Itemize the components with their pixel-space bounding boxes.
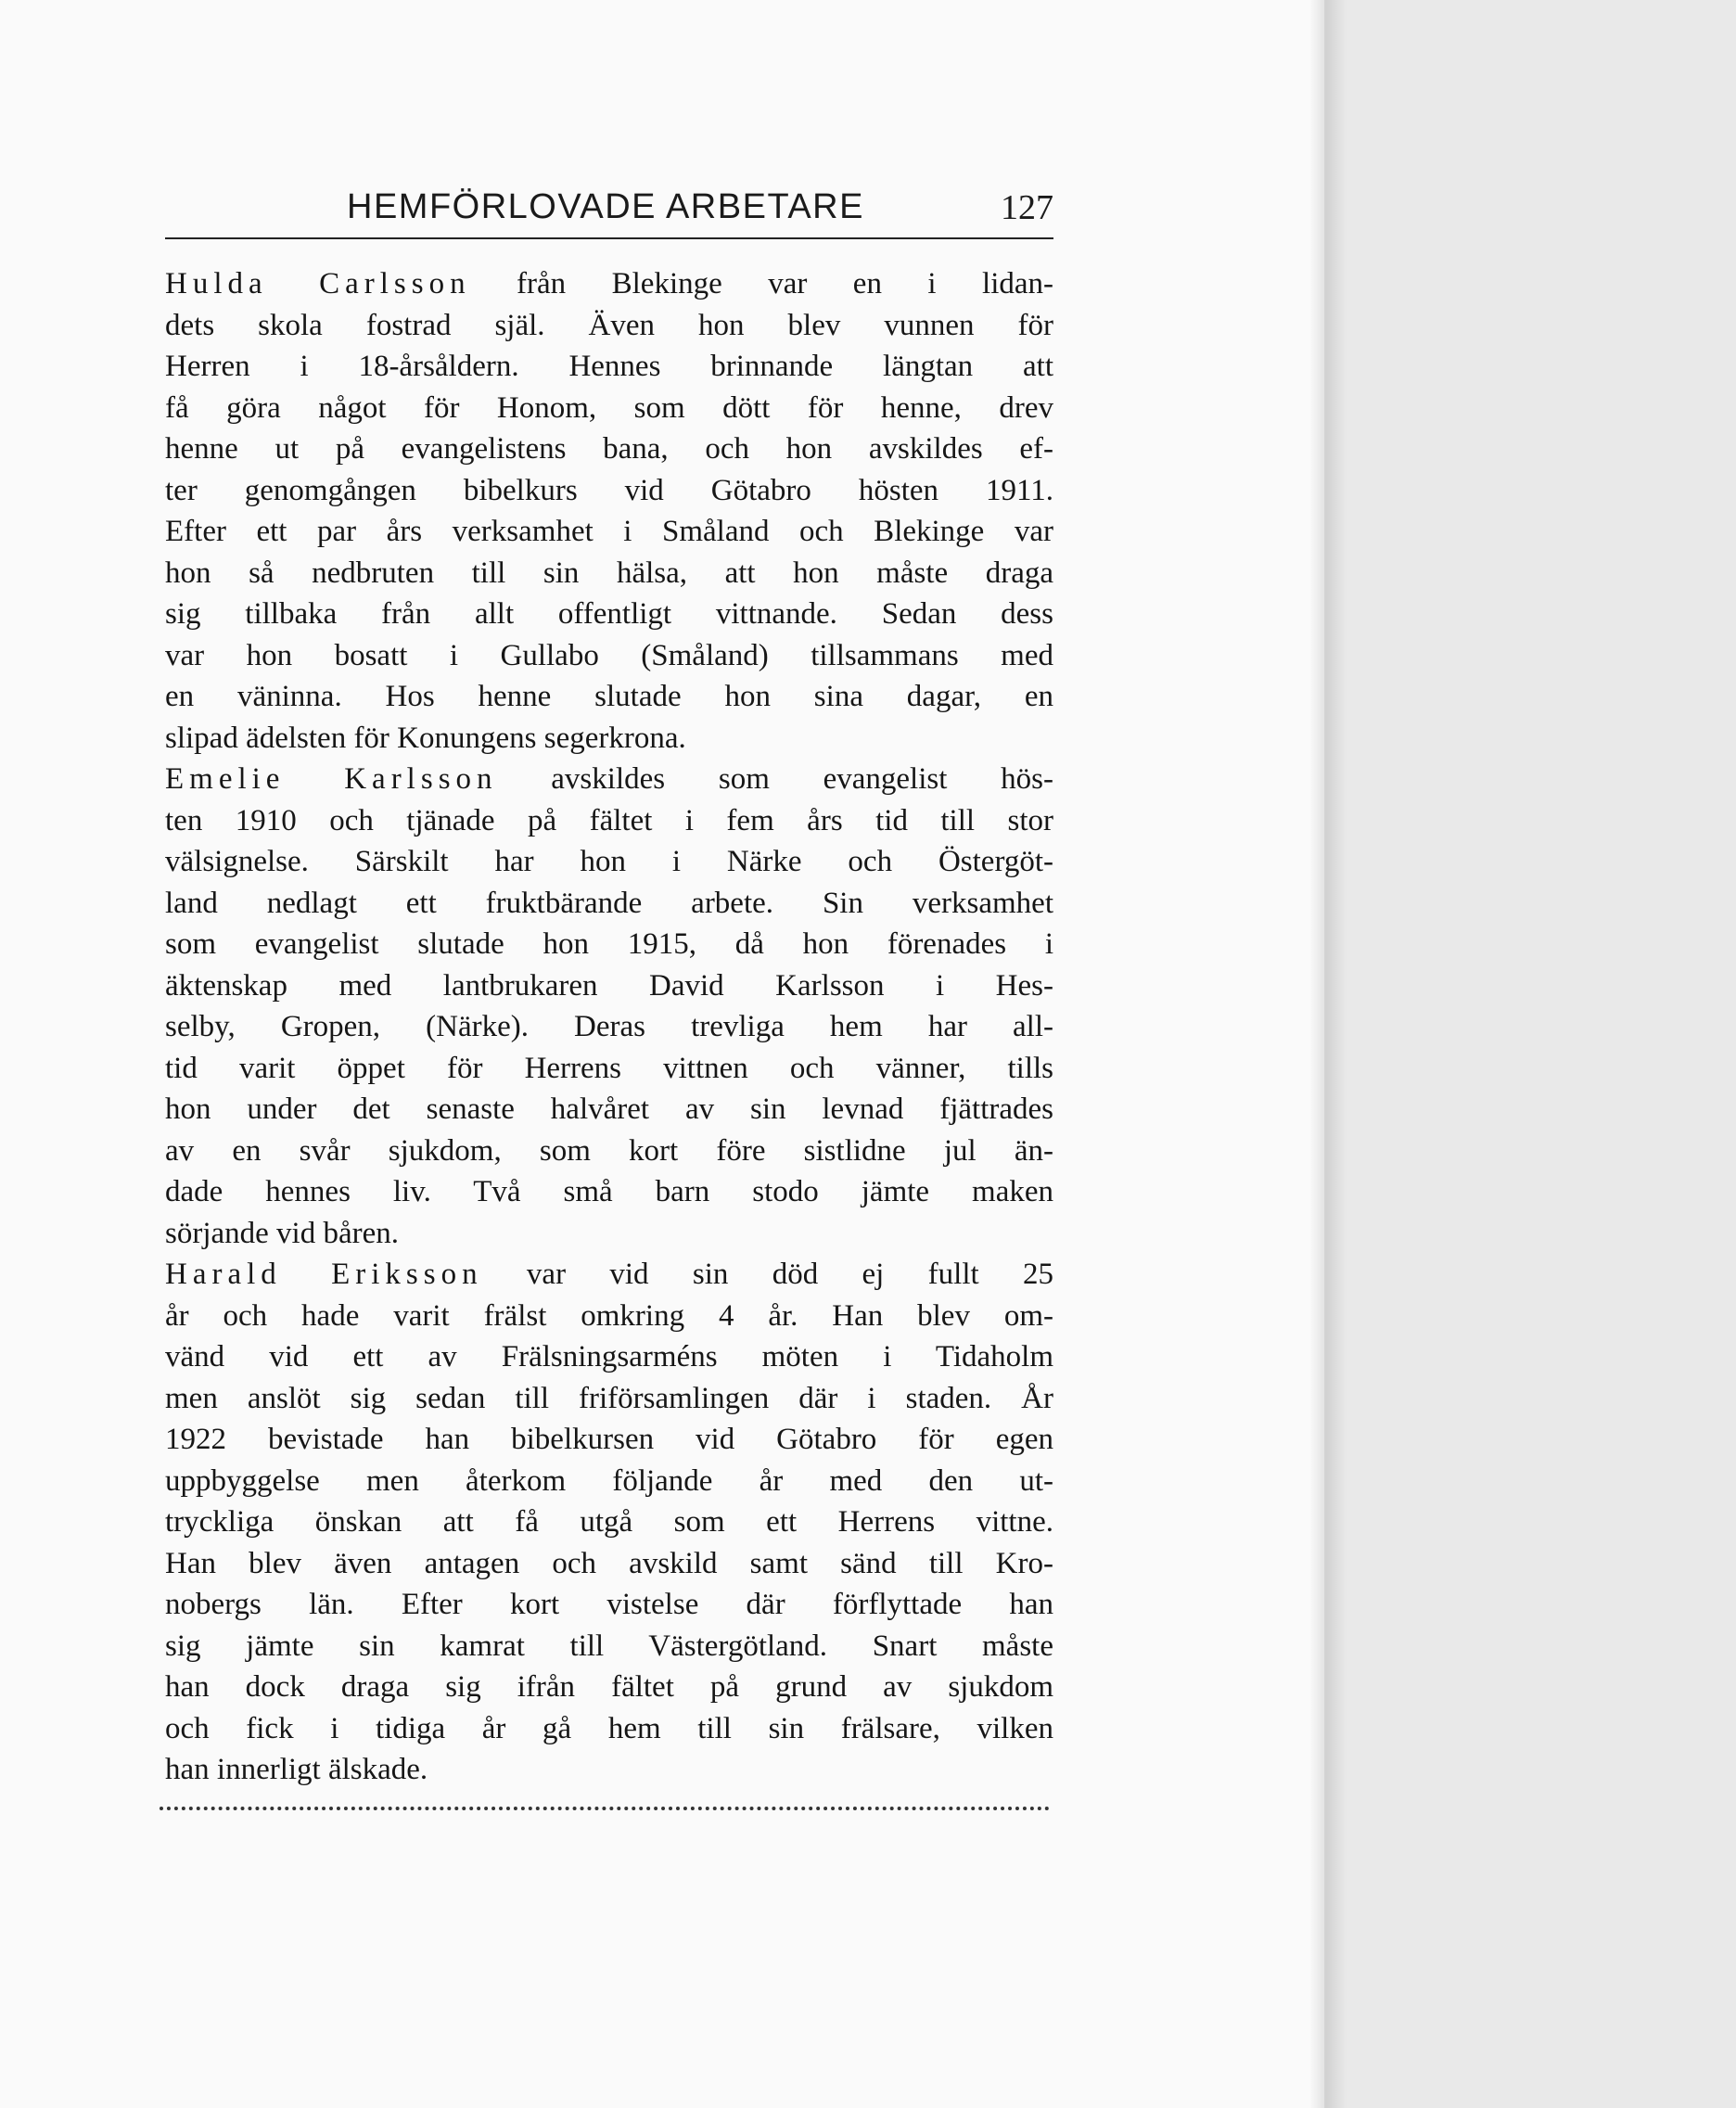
person-name: Harald Eriksson: [165, 1258, 483, 1291]
text-line: [165, 1048, 1053, 1090]
text-line: [165, 594, 1053, 635]
text-line: [165, 511, 1053, 553]
text-line: [165, 1749, 1053, 1791]
text-run: men anslöt sig sedan till friförsamlingen där i staden. År: [165, 1381, 1053, 1415]
text-line: [165, 1461, 1053, 1502]
text-line: [165, 1089, 1053, 1131]
person-name: Hulda Carlsson: [165, 267, 471, 300]
text-line: [165, 388, 1053, 429]
text-run: vänd vid ett av Frälsningsarméns möten i Tidaholm: [165, 1340, 1053, 1373]
text-run: från Blekinge var en i lidan-: [470, 267, 1053, 300]
page-header: [165, 182, 1053, 239]
text-line: [165, 1584, 1053, 1626]
text-line: [165, 1296, 1053, 1337]
text-run: han dock draga sig ifrån fältet på grund av sjukdom: [165, 1670, 1053, 1704]
dotted-separator: [160, 1807, 1050, 1810]
text-line: [165, 1543, 1053, 1585]
text-run: och fick i tidiga år gå hem till sin frälsare, vilken: [165, 1711, 1053, 1745]
paragraph: [165, 759, 1053, 1254]
text-line: [165, 346, 1053, 388]
text-run: år och hade varit frälst omkring 4 år. Han blev om-: [165, 1298, 1053, 1333]
text-line: [165, 428, 1053, 470]
text-run: slipad ädelsten för Konungens segerkrona.: [165, 721, 686, 755]
text-run: uppbyggelse men återkom följande år med den ut-: [165, 1463, 1053, 1498]
text-run: dets skola fostrad själ. Även hon blev vunnen för: [165, 308, 1053, 342]
text-line: [165, 1626, 1053, 1667]
text-line: [165, 676, 1053, 718]
text-line: [165, 263, 1053, 305]
text-line: [165, 1131, 1053, 1172]
text-run: hon under det senaste halvåret av sin levnad fjättrades: [165, 1092, 1053, 1126]
paragraph: [165, 1254, 1053, 1791]
text-line: [165, 635, 1053, 677]
running-head: HEMFÖRLOVADE ARBETARE: [347, 187, 864, 226]
text-run: avskildes som evangelist hös-: [497, 762, 1053, 796]
text-run: selby, Gropen, (Närke). Deras trevliga hem har all-: [165, 1010, 1053, 1043]
text-run: Herren i 18-årsåldern. Hennes brinnande längtan att: [165, 350, 1053, 383]
text-line: [165, 965, 1053, 1007]
text-run: henne ut på evangelistens bana, och hon avskildes ef-: [165, 432, 1053, 466]
person-name: Emelie Karlsson: [165, 762, 498, 796]
text-line: [165, 1006, 1053, 1048]
text-line: [165, 1419, 1053, 1461]
page-edge-shadow: [1309, 0, 1347, 2108]
paragraph: [165, 263, 1053, 759]
text-run: land nedlagt ett fruktbärande arbete. Sin verksamhet: [165, 886, 1053, 920]
text-line: [165, 1708, 1053, 1750]
page-number: 127: [1001, 188, 1053, 227]
text-run: av en svår sjukdom, som kort före sistlidne jul än-: [165, 1133, 1053, 1168]
text-line: [165, 718, 1053, 760]
text-line: [165, 883, 1053, 925]
body-text: [165, 263, 1053, 1791]
text-run: välsignelse. Särskilt har hon i Närke och Östergöt-: [165, 845, 1053, 878]
text-run: Efter ett par års verksamhet i Småland och Blekinge var: [165, 515, 1053, 548]
text-line: [165, 1254, 1053, 1296]
text-run: hon så nedbruten till sin hälsa, att hon måste draga: [165, 556, 1053, 590]
text-line: [165, 800, 1053, 842]
text-run: sörjande vid båren.: [165, 1216, 399, 1250]
text-run: som evangelist slutade hon 1915, då hon förenades i: [165, 927, 1053, 961]
text-line: [165, 1667, 1053, 1708]
text-run: ter genomgången bibelkurs vid Götabro hösten 1911.: [165, 473, 1053, 507]
text-run: tryckliga önskan att få utgå som ett Herrens vittne.: [165, 1505, 1053, 1539]
text-run: dade hennes liv. Två små barn stodo jämte maken: [165, 1175, 1053, 1208]
text-line: [165, 924, 1053, 965]
text-line: [165, 841, 1053, 883]
text-run: Han blev även antagen och avskild samt sänd till Kro-: [165, 1546, 1053, 1580]
text-run: få göra något för Honom, som dött för henne, drev: [165, 390, 1053, 425]
text-line: [165, 759, 1053, 800]
text-run: tid varit öppet för Herrens vittnen och vänner, tills: [165, 1051, 1053, 1085]
text-line: [165, 553, 1053, 594]
text-run: 1922 bevistade han bibelkursen vid Götabro för egen: [165, 1423, 1053, 1456]
text-run: ten 1910 och tjänade på fältet i fem års tid till stor: [165, 803, 1053, 837]
text-line: [165, 1378, 1053, 1420]
text-run: han innerligt älskade.: [165, 1753, 428, 1786]
text-line: [165, 1213, 1053, 1255]
text-run: nobergs län. Efter kort vistelse där förflyttade han: [165, 1588, 1053, 1621]
text-run: var vid sin död ej fullt 25: [482, 1258, 1053, 1291]
text-run: sig tillbaka från allt offentligt vittnande. Sedan dess: [165, 597, 1053, 631]
text-line: [165, 1501, 1053, 1543]
text-run: var hon bosatt i Gullabo (Småland) tillsammans med: [165, 638, 1053, 672]
text-line: [165, 1171, 1053, 1213]
text-line: [165, 305, 1053, 347]
text-run: sig jämte sin kamrat till Västergötland. Snart måste: [165, 1629, 1053, 1663]
text-run: äktenskap med lantbrukaren David Karlsson i Hes-: [165, 968, 1053, 1003]
text-line: [165, 1336, 1053, 1378]
text-run: en väninna. Hos henne slutade hon sina dagar, en: [165, 680, 1053, 713]
text-line: [165, 470, 1053, 512]
